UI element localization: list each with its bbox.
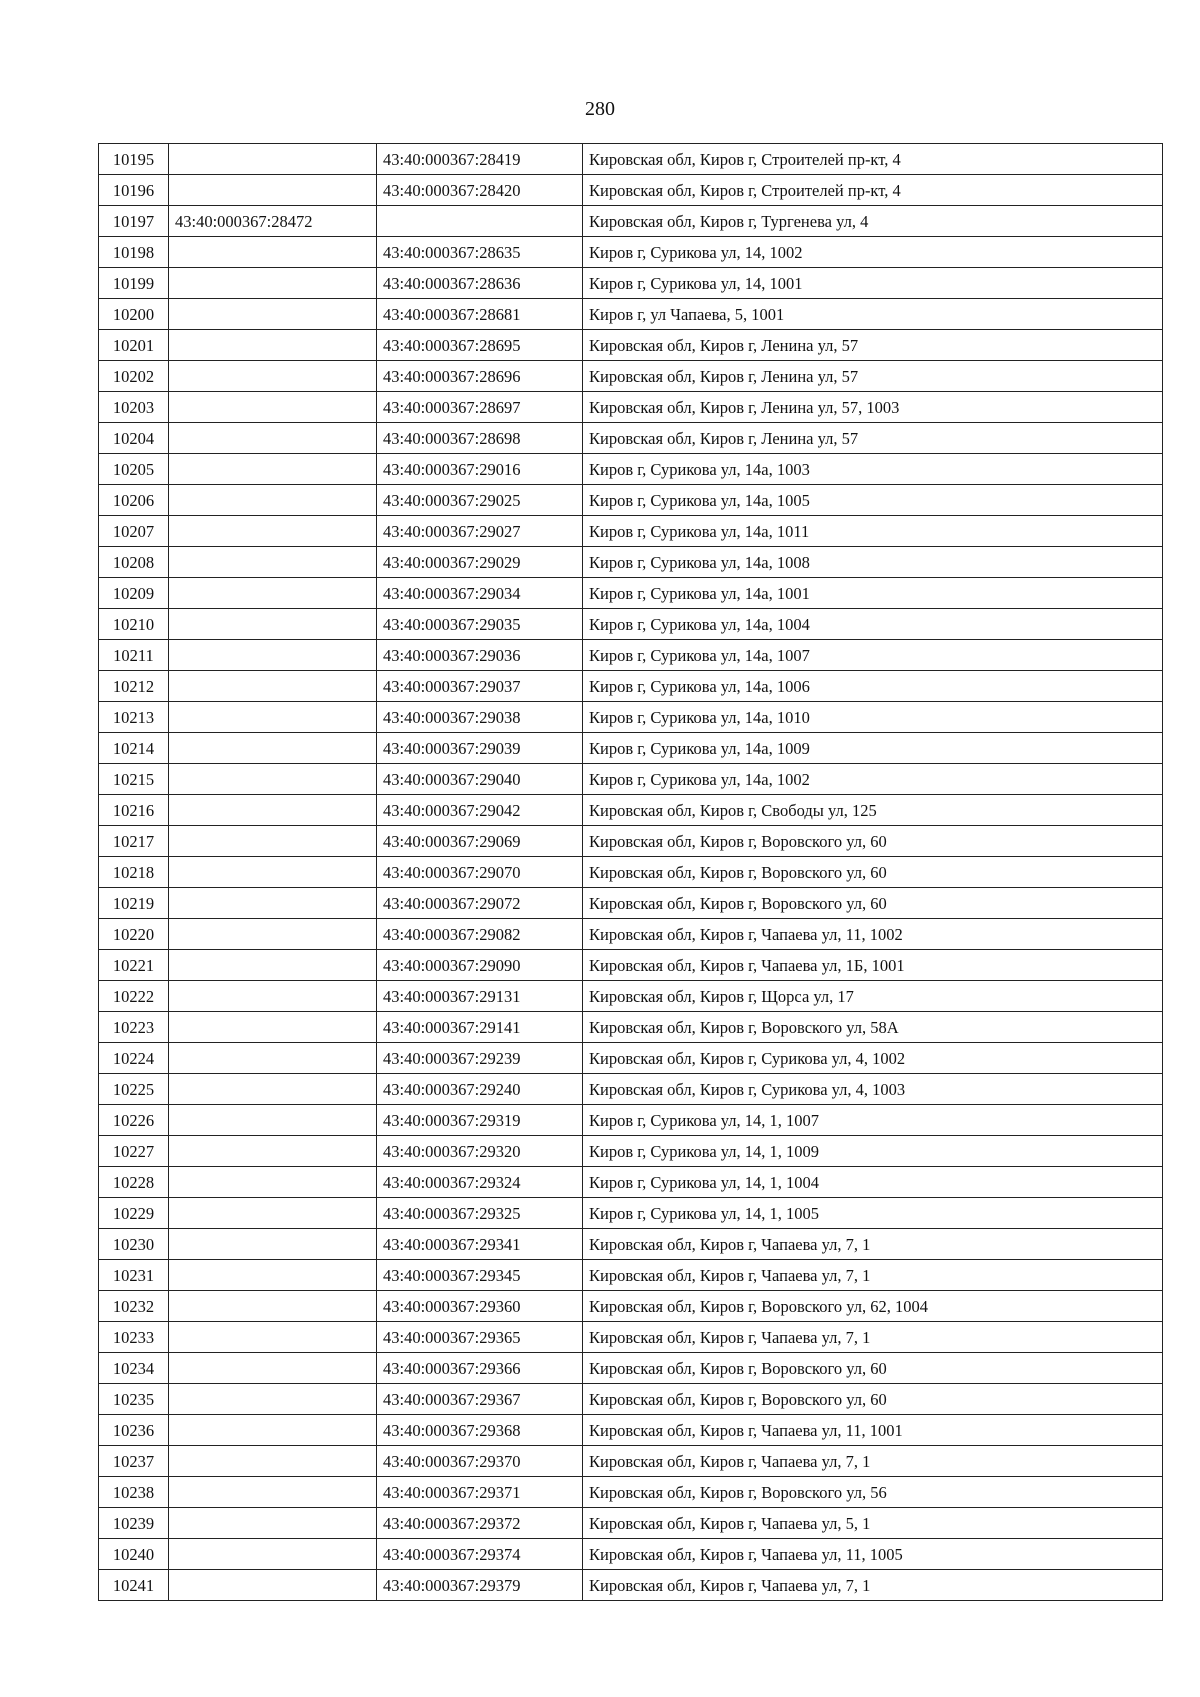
table-row: [99, 144, 1163, 175]
row-number-cell: 10203: [99, 392, 169, 423]
cadastral-number-cell: 43:40:000367:29372: [377, 1508, 583, 1539]
row-number-cell: 10218: [99, 857, 169, 888]
address-cell: Кировская обл, Киров г, Ленина ул, 57: [583, 330, 1163, 361]
row-number-cell: 10227: [99, 1136, 169, 1167]
previous-cadastral-cell: [169, 578, 377, 609]
table-row: [99, 919, 1163, 950]
previous-cadastral-cell: [169, 268, 377, 299]
cadastral-number-cell: 43:40:000367:28419: [377, 144, 583, 175]
address-cell: Кировская обл, Киров г, Воровского ул, 56: [583, 1477, 1163, 1508]
cadastral-number-cell: 43:40:000367:29069: [377, 826, 583, 857]
row-number-cell: 10195: [99, 144, 169, 175]
cadastral-number-cell: 43:40:000367:29239: [377, 1043, 583, 1074]
cadastral-number-cell: 43:40:000367:29365: [377, 1322, 583, 1353]
cadastral-number-cell: 43:40:000367:29036: [377, 640, 583, 671]
row-number-cell: 10228: [99, 1167, 169, 1198]
cadastral-number-cell: 43:40:000367:29082: [377, 919, 583, 950]
address-cell: Кировская обл, Киров г, Ленина ул, 57: [583, 423, 1163, 454]
previous-cadastral-cell: [169, 1043, 377, 1074]
address-cell: Кировская обл, Киров г, Сурикова ул, 4, 1003: [583, 1074, 1163, 1105]
address-cell: Кировская обл, Киров г, Воровского ул, 60: [583, 1353, 1163, 1384]
cadastral-number-cell: 43:40:000367:29141: [377, 1012, 583, 1043]
cadastral-number-cell: 43:40:000367:29042: [377, 795, 583, 826]
cadastral-number-cell: 43:40:000367:28695: [377, 330, 583, 361]
table-row: [99, 1167, 1163, 1198]
cadastral-number-cell: 43:40:000367:29029: [377, 547, 583, 578]
previous-cadastral-cell: [169, 1136, 377, 1167]
previous-cadastral-cell: [169, 1012, 377, 1043]
address-cell: Кировская обл, Киров г, Чапаева ул, 7, 1: [583, 1260, 1163, 1291]
address-cell: Кировская обл, Киров г, Чапаева ул, 11, 1002: [583, 919, 1163, 950]
row-number-cell: 10230: [99, 1229, 169, 1260]
cadastral-number-cell: 43:40:000367:29371: [377, 1477, 583, 1508]
row-number-cell: 10202: [99, 361, 169, 392]
table-row: [99, 1291, 1163, 1322]
table-row: [99, 1198, 1163, 1229]
cadastral-number-cell: 43:40:000367:29027: [377, 516, 583, 547]
row-number-cell: 10235: [99, 1384, 169, 1415]
row-number-cell: 10220: [99, 919, 169, 950]
page-number: 280: [585, 98, 615, 120]
previous-cadastral-cell: [169, 175, 377, 206]
row-number-cell: 10196: [99, 175, 169, 206]
address-cell: Кировская обл, Киров г, Чапаева ул, 7, 1: [583, 1322, 1163, 1353]
table-row: [99, 1012, 1163, 1043]
cadastral-number-cell: 43:40:000367:29379: [377, 1570, 583, 1601]
row-number-cell: 10237: [99, 1446, 169, 1477]
cadastral-number-cell: 43:40:000367:28697: [377, 392, 583, 423]
cadastral-number-cell: 43:40:000367:29025: [377, 485, 583, 516]
previous-cadastral-cell: [169, 1477, 377, 1508]
previous-cadastral-cell: [169, 1198, 377, 1229]
table-row: [99, 1570, 1163, 1601]
address-cell: Киров г, Сурикова ул, 14, 1001: [583, 268, 1163, 299]
address-cell: Кировская обл, Киров г, Чапаева ул, 7, 1: [583, 1446, 1163, 1477]
row-number-cell: 10222: [99, 981, 169, 1012]
row-number-cell: 10200: [99, 299, 169, 330]
row-number-cell: 10199: [99, 268, 169, 299]
row-number-cell: 10216: [99, 795, 169, 826]
address-cell: Киров г, Сурикова ул, 14, 1, 1005: [583, 1198, 1163, 1229]
row-number-cell: 10219: [99, 888, 169, 919]
row-number-cell: 10208: [99, 547, 169, 578]
row-number-cell: 10205: [99, 454, 169, 485]
address-cell: Киров г, Сурикова ул, 14, 1, 1004: [583, 1167, 1163, 1198]
row-number-cell: 10207: [99, 516, 169, 547]
row-number-cell: 10238: [99, 1477, 169, 1508]
table-row: [99, 950, 1163, 981]
previous-cadastral-cell: [169, 1291, 377, 1322]
cadastral-number-cell: 43:40:000367:29370: [377, 1446, 583, 1477]
previous-cadastral-cell: [169, 671, 377, 702]
address-cell: Киров г, Сурикова ул, 14а, 1002: [583, 764, 1163, 795]
address-cell: Кировская обл, Киров г, Щорса ул, 17: [583, 981, 1163, 1012]
table-row: [99, 1415, 1163, 1446]
table-row: [99, 702, 1163, 733]
row-number-cell: 10197: [99, 206, 169, 237]
row-number-cell: 10215: [99, 764, 169, 795]
cadastral-number-cell: 43:40:000367:29016: [377, 454, 583, 485]
address-cell: Кировская обл, Киров г, Строителей пр-кт, 4: [583, 175, 1163, 206]
row-number-cell: 10225: [99, 1074, 169, 1105]
table-row: [99, 1105, 1163, 1136]
row-number-cell: 10236: [99, 1415, 169, 1446]
cadastral-number-cell: 43:40:000367:29345: [377, 1260, 583, 1291]
row-number-cell: 10211: [99, 640, 169, 671]
address-cell: Киров г, Сурикова ул, 14а, 1010: [583, 702, 1163, 733]
table-row: [99, 1477, 1163, 1508]
address-cell: Киров г, Сурикова ул, 14а, 1006: [583, 671, 1163, 702]
cadastral-number-cell: 43:40:000367:29319: [377, 1105, 583, 1136]
row-number-cell: 10210: [99, 609, 169, 640]
cadastral-number-cell: 43:40:000367:29038: [377, 702, 583, 733]
address-cell: Кировская обл, Киров г, Воровского ул, 60: [583, 857, 1163, 888]
table-row: [99, 1260, 1163, 1291]
address-cell: Киров г, Сурикова ул, 14а, 1009: [583, 733, 1163, 764]
previous-cadastral-cell: [169, 919, 377, 950]
cadastral-number-cell: 43:40:000367:28696: [377, 361, 583, 392]
cadastral-number-cell: 43:40:000367:29325: [377, 1198, 583, 1229]
address-cell: Киров г, Сурикова ул, 14, 1002: [583, 237, 1163, 268]
table-row: [99, 733, 1163, 764]
previous-cadastral-cell: [169, 454, 377, 485]
cadastral-number-cell: 43:40:000367:28681: [377, 299, 583, 330]
table-row: [99, 1136, 1163, 1167]
row-number-cell: 10224: [99, 1043, 169, 1074]
cadastral-number-cell: 43:40:000367:29131: [377, 981, 583, 1012]
table-row: [99, 330, 1163, 361]
table-row: [99, 1384, 1163, 1415]
previous-cadastral-cell: [169, 330, 377, 361]
address-cell: Кировская обл, Киров г, Воровского ул, 62, 1004: [583, 1291, 1163, 1322]
cadastral-number-cell: 43:40:000367:29368: [377, 1415, 583, 1446]
row-number-cell: 10226: [99, 1105, 169, 1136]
row-number-cell: 10201: [99, 330, 169, 361]
row-number-cell: 10206: [99, 485, 169, 516]
previous-cadastral-cell: 43:40:000367:28472: [169, 206, 377, 237]
table-row: [99, 1322, 1163, 1353]
address-cell: Кировская обл, Киров г, Чапаева ул, 1Б, 1001: [583, 950, 1163, 981]
cadastral-number-cell: 43:40:000367:29035: [377, 609, 583, 640]
table-row: [99, 1074, 1163, 1105]
table-row: [99, 795, 1163, 826]
table-row: [99, 175, 1163, 206]
address-cell: Кировская обл, Киров г, Свободы ул, 125: [583, 795, 1163, 826]
table-row: [99, 361, 1163, 392]
row-number-cell: 10221: [99, 950, 169, 981]
cadastral-number-cell: 43:40:000367:29034: [377, 578, 583, 609]
table-row: [99, 268, 1163, 299]
previous-cadastral-cell: [169, 1322, 377, 1353]
table-row: [99, 671, 1163, 702]
previous-cadastral-cell: [169, 795, 377, 826]
address-cell: Кировская обл, Киров г, Воровского ул, 58А: [583, 1012, 1163, 1043]
previous-cadastral-cell: [169, 1415, 377, 1446]
cadastral-number-cell: 43:40:000367:29324: [377, 1167, 583, 1198]
table-row: [99, 1229, 1163, 1260]
address-cell: Кировская обл, Киров г, Ленина ул, 57: [583, 361, 1163, 392]
address-cell: Киров г, Сурикова ул, 14, 1, 1009: [583, 1136, 1163, 1167]
registry-table: [98, 143, 1163, 1601]
cadastral-number-cell: 43:40:000367:28635: [377, 237, 583, 268]
table-row: [99, 392, 1163, 423]
previous-cadastral-cell: [169, 1229, 377, 1260]
address-cell: Кировская обл, Киров г, Воровского ул, 60: [583, 888, 1163, 919]
table-row: [99, 1508, 1163, 1539]
row-number-cell: 10214: [99, 733, 169, 764]
cadastral-number-cell: 43:40:000367:29320: [377, 1136, 583, 1167]
address-cell: Кировская обл, Киров г, Строителей пр-кт, 4: [583, 144, 1163, 175]
previous-cadastral-cell: [169, 361, 377, 392]
row-number-cell: 10204: [99, 423, 169, 454]
previous-cadastral-cell: [169, 826, 377, 857]
table-row: [99, 826, 1163, 857]
row-number-cell: 10232: [99, 1291, 169, 1322]
table-row: [99, 1446, 1163, 1477]
row-number-cell: 10198: [99, 237, 169, 268]
address-cell: Кировская обл, Киров г, Чапаева ул, 11, 1001: [583, 1415, 1163, 1446]
cadastral-number-cell: 43:40:000367:28420: [377, 175, 583, 206]
row-number-cell: 10209: [99, 578, 169, 609]
address-cell: Киров г, Сурикова ул, 14а, 1011: [583, 516, 1163, 547]
previous-cadastral-cell: [169, 423, 377, 454]
previous-cadastral-cell: [169, 1105, 377, 1136]
cadastral-number-cell: 43:40:000367:29037: [377, 671, 583, 702]
cadastral-number-cell: 43:40:000367:29070: [377, 857, 583, 888]
address-cell: Кировская обл, Киров г, Воровского ул, 60: [583, 826, 1163, 857]
table-row: [99, 454, 1163, 485]
table-row: [99, 764, 1163, 795]
row-number-cell: 10223: [99, 1012, 169, 1043]
previous-cadastral-cell: [169, 764, 377, 795]
previous-cadastral-cell: [169, 888, 377, 919]
table-row: [99, 578, 1163, 609]
previous-cadastral-cell: [169, 640, 377, 671]
address-cell: Киров г, Сурикова ул, 14а, 1005: [583, 485, 1163, 516]
previous-cadastral-cell: [169, 950, 377, 981]
cadastral-number-cell: 43:40:000367:29374: [377, 1539, 583, 1570]
address-cell: Киров г, Сурикова ул, 14а, 1003: [583, 454, 1163, 485]
table-row: [99, 857, 1163, 888]
address-cell: Киров г, Сурикова ул, 14а, 1001: [583, 578, 1163, 609]
table-row: [99, 206, 1163, 237]
previous-cadastral-cell: [169, 144, 377, 175]
cadastral-number-cell: 43:40:000367:29090: [377, 950, 583, 981]
address-cell: Киров г, Сурикова ул, 14а, 1007: [583, 640, 1163, 671]
previous-cadastral-cell: [169, 237, 377, 268]
address-cell: Киров г, Сурикова ул, 14а, 1008: [583, 547, 1163, 578]
row-number-cell: 10229: [99, 1198, 169, 1229]
previous-cadastral-cell: [169, 1384, 377, 1415]
table-row: [99, 1353, 1163, 1384]
registry-table-body: [99, 144, 1163, 1601]
row-number-cell: 10234: [99, 1353, 169, 1384]
table-row: [99, 423, 1163, 454]
row-number-cell: 10240: [99, 1539, 169, 1570]
address-cell: Киров г, Сурикова ул, 14, 1, 1007: [583, 1105, 1163, 1136]
row-number-cell: 10212: [99, 671, 169, 702]
cadastral-number-cell: 43:40:000367:29240: [377, 1074, 583, 1105]
table-row: [99, 981, 1163, 1012]
previous-cadastral-cell: [169, 609, 377, 640]
table-row: [99, 485, 1163, 516]
cadastral-number-cell: [377, 206, 583, 237]
address-cell: Кировская обл, Киров г, Ленина ул, 57, 1003: [583, 392, 1163, 423]
row-number-cell: 10231: [99, 1260, 169, 1291]
address-cell: Кировская обл, Киров г, Воровского ул, 60: [583, 1384, 1163, 1415]
previous-cadastral-cell: [169, 392, 377, 423]
table-row: [99, 888, 1163, 919]
table-row: [99, 1043, 1163, 1074]
previous-cadastral-cell: [169, 1570, 377, 1601]
previous-cadastral-cell: [169, 516, 377, 547]
table-row: [99, 237, 1163, 268]
row-number-cell: 10233: [99, 1322, 169, 1353]
previous-cadastral-cell: [169, 547, 377, 578]
table-row: [99, 299, 1163, 330]
address-cell: Кировская обл, Киров г, Чапаева ул, 11, 1005: [583, 1539, 1163, 1570]
address-cell: Кировская обл, Киров г, Чапаева ул, 7, 1: [583, 1229, 1163, 1260]
previous-cadastral-cell: [169, 733, 377, 764]
table-row: [99, 640, 1163, 671]
previous-cadastral-cell: [169, 981, 377, 1012]
address-cell: Киров г, Сурикова ул, 14а, 1004: [583, 609, 1163, 640]
previous-cadastral-cell: [169, 857, 377, 888]
previous-cadastral-cell: [169, 1167, 377, 1198]
previous-cadastral-cell: [169, 1353, 377, 1384]
table-row: [99, 547, 1163, 578]
table-row: [99, 609, 1163, 640]
cadastral-number-cell: 43:40:000367:28636: [377, 268, 583, 299]
address-cell: Кировская обл, Киров г, Тургенева ул, 4: [583, 206, 1163, 237]
address-cell: Киров г, ул Чапаева, 5, 1001: [583, 299, 1163, 330]
previous-cadastral-cell: [169, 1260, 377, 1291]
previous-cadastral-cell: [169, 1446, 377, 1477]
address-cell: Кировская обл, Киров г, Чапаева ул, 5, 1: [583, 1508, 1163, 1539]
cadastral-number-cell: 43:40:000367:29341: [377, 1229, 583, 1260]
cadastral-number-cell: 43:40:000367:28698: [377, 423, 583, 454]
row-number-cell: 10239: [99, 1508, 169, 1539]
table-row: [99, 516, 1163, 547]
previous-cadastral-cell: [169, 299, 377, 330]
row-number-cell: 10241: [99, 1570, 169, 1601]
cadastral-number-cell: 43:40:000367:29360: [377, 1291, 583, 1322]
cadastral-number-cell: 43:40:000367:29366: [377, 1353, 583, 1384]
previous-cadastral-cell: [169, 485, 377, 516]
previous-cadastral-cell: [169, 702, 377, 733]
previous-cadastral-cell: [169, 1508, 377, 1539]
row-number-cell: 10217: [99, 826, 169, 857]
cadastral-number-cell: 43:40:000367:29039: [377, 733, 583, 764]
previous-cadastral-cell: [169, 1539, 377, 1570]
row-number-cell: 10213: [99, 702, 169, 733]
address-cell: Кировская обл, Киров г, Сурикова ул, 4, 1002: [583, 1043, 1163, 1074]
cadastral-number-cell: 43:40:000367:29072: [377, 888, 583, 919]
table-row: [99, 1539, 1163, 1570]
address-cell: Кировская обл, Киров г, Чапаева ул, 7, 1: [583, 1570, 1163, 1601]
previous-cadastral-cell: [169, 1074, 377, 1105]
cadastral-number-cell: 43:40:000367:29040: [377, 764, 583, 795]
cadastral-number-cell: 43:40:000367:29367: [377, 1384, 583, 1415]
